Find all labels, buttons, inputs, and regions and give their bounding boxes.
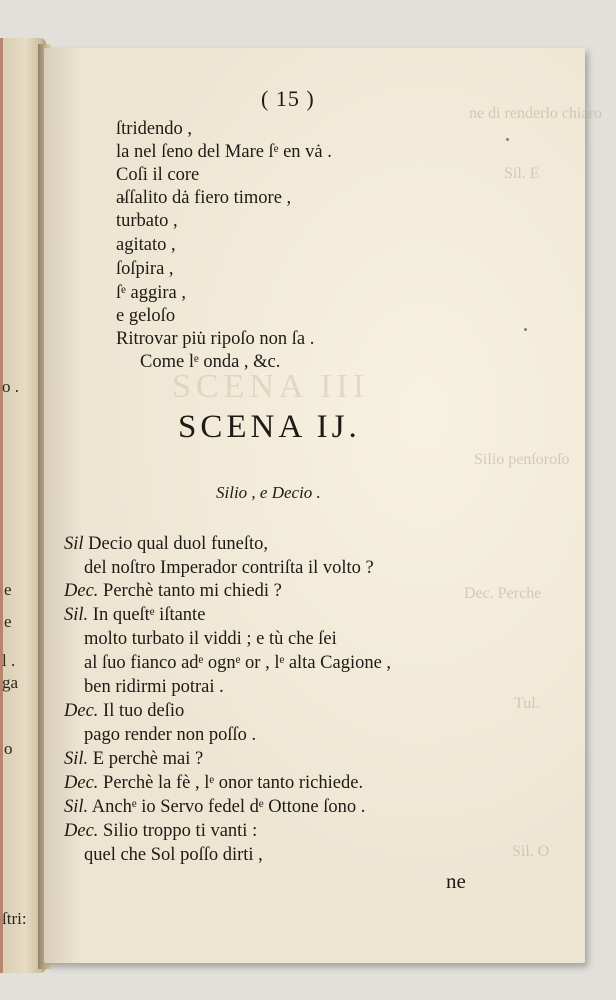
left-page-edge — [0, 38, 3, 973]
dialogue-text: ben ridirmi potrai . — [84, 677, 224, 697]
scene-title: SCENA IJ. — [178, 409, 361, 445]
dialogue-text: pago render non poſſo . — [84, 725, 257, 745]
dialogue-line — [84, 630, 337, 649]
ink-speck — [506, 138, 509, 141]
speaker-label: Dec. — [64, 581, 99, 601]
speaker-label: Dec. — [64, 773, 99, 793]
verse-line: ſᵉ aggira , — [116, 283, 186, 303]
dialogue-text: molto turbato il viddi ; e tù che ſei — [84, 629, 337, 649]
dialogue-line — [64, 606, 205, 625]
dialogue-text: Il tuo deſio — [103, 701, 185, 721]
dialogue-text: Perchè la fè , lᵉ onor tanto richiede. — [103, 773, 364, 793]
dialogue-line — [64, 535, 268, 554]
dialogue-text: E perchè mai ? — [92, 749, 204, 769]
show-through-text: Sil. E — [504, 165, 540, 182]
dialogue-text: del noſtro Imperador contriſta il volto ? — [84, 558, 374, 578]
book-page — [44, 48, 602, 963]
dialogue-line — [84, 726, 256, 745]
left-page-fragment: ſtri: — [2, 909, 27, 928]
show-through-text: Silio penſoroſo — [474, 451, 570, 468]
dialogue-text: Anchᵉ io Servo fedel dᵉ Ottone ſono . — [91, 797, 366, 817]
dialogue-text: quel che Sol poſſo dirti , — [84, 845, 263, 865]
dialogue-line — [64, 702, 184, 721]
verse-line: la nel ſeno del Mare ſᵉ en vȧ . — [116, 142, 332, 162]
verse-line: ſoſpira , — [116, 259, 174, 279]
left-page-fragment: e — [4, 580, 12, 599]
dialogue-line — [84, 846, 263, 865]
dialogue-text: Decio qual duol funeſto, — [88, 534, 268, 554]
verse-line: agitato , — [116, 235, 176, 255]
speaker-label: Sil — [64, 534, 84, 554]
speaker-label: Sil. — [64, 605, 89, 625]
dialogue-line — [84, 678, 224, 697]
show-through-text: Sil. O — [512, 843, 550, 860]
ink-speck — [524, 328, 527, 331]
show-through-text: Dec. Perche — [464, 585, 542, 602]
show-through-text: SCENA III — [172, 368, 370, 405]
show-through-text: Tul. — [514, 695, 540, 712]
speaker-label: Dec. — [64, 821, 99, 841]
speaker-label: Dec. — [64, 701, 99, 721]
left-page-fragment: l . — [2, 651, 16, 670]
verse-line: e geloſo — [116, 306, 176, 326]
verse-refrain: Come lᵉ onda , &c. — [140, 352, 281, 372]
verse-line: ſtridendo , — [116, 119, 193, 139]
left-page-fragment: o . — [2, 377, 19, 396]
verse-line: Coſi il core — [116, 165, 200, 185]
dialogue-line — [64, 798, 365, 817]
left-page-fragment: ga — [2, 673, 19, 692]
left-page-fragment: o — [4, 739, 13, 758]
page-number: ( 15 ) — [261, 86, 315, 111]
dialogue-line — [64, 750, 203, 769]
left-page-fragment: e — [4, 612, 12, 631]
dialogue-line — [64, 822, 257, 841]
scene-characters: Silio , e Decio . — [216, 483, 321, 502]
verse-line: turbato , — [116, 211, 178, 231]
dialogue-text: Perchè tanto mi chiedi ? — [103, 581, 282, 601]
dialogue-text: Silio troppo ti vanti : — [103, 821, 258, 841]
speaker-label: Sil. — [64, 749, 89, 769]
dialogue-line — [84, 654, 391, 673]
dialogue-line — [84, 559, 374, 578]
dialogue-line — [64, 582, 282, 601]
catchword: ne — [446, 869, 466, 893]
dialogue-text: In queſtᵉ iſtante — [92, 605, 206, 625]
dialogue-text: al ſuo fianco adᵉ ognᵉ or , lᵉ alta Cagione , — [84, 653, 392, 673]
speaker-label: Sil. — [64, 797, 89, 817]
show-through-text: ne di renderlo chiaro — [469, 105, 602, 122]
verse-line: Ritrovar piu̇ ripoſo non ſa . — [116, 329, 315, 349]
verse-line: aſſalito dȧ fiero timore , — [116, 188, 292, 208]
dialogue-line — [64, 774, 363, 793]
